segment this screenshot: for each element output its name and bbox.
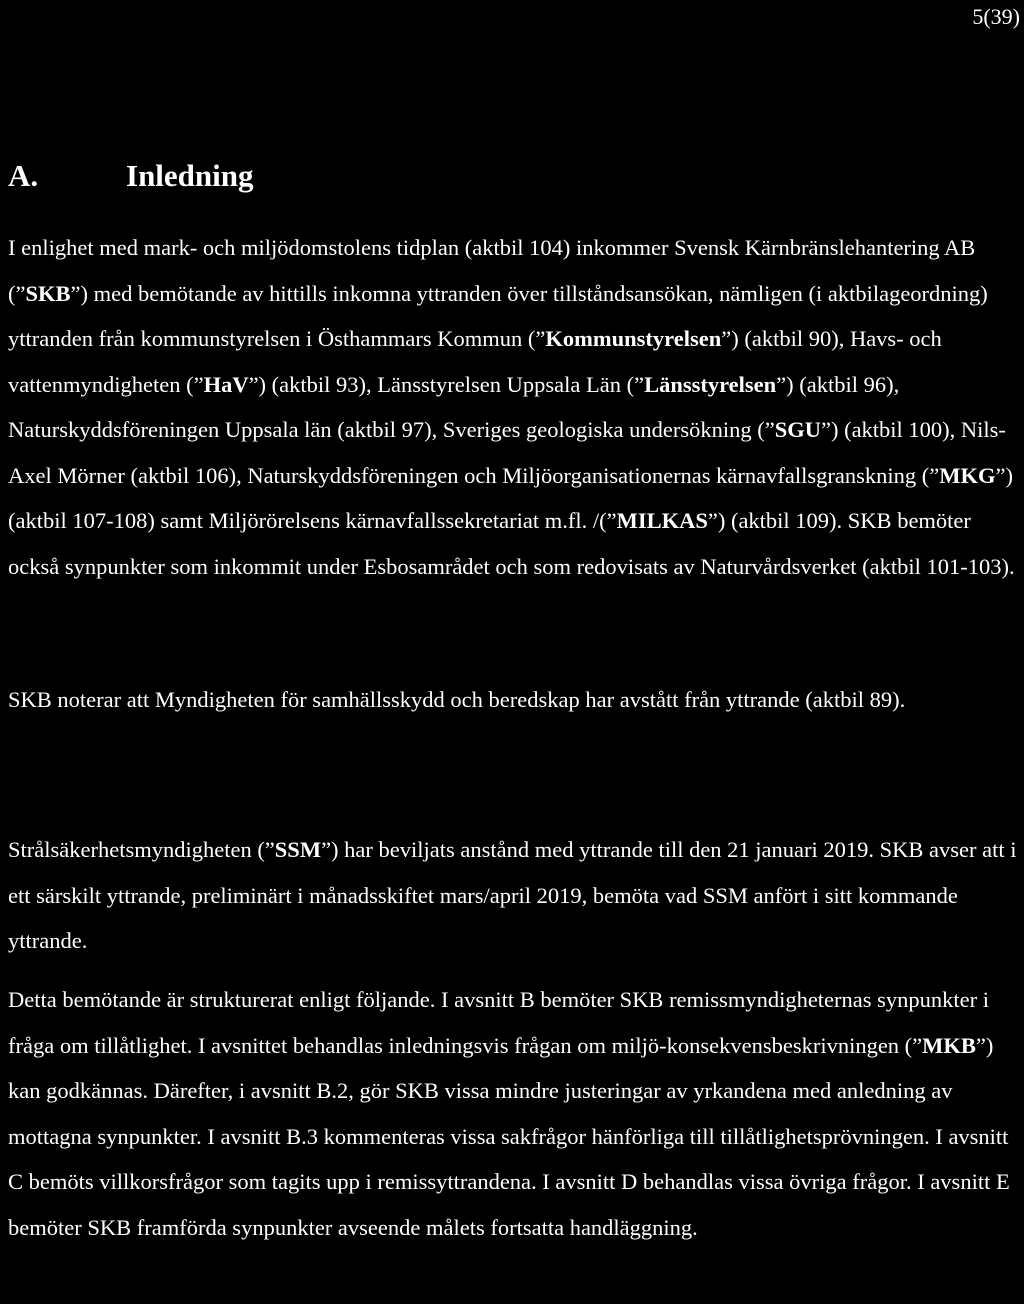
paragraph-text: Strålsäkerhetsmyndigheten (”: [8, 837, 275, 862]
paragraph-structure: [8, 977, 1020, 1250]
defined-term: Länsstyrelsen: [644, 371, 777, 397]
paragraph-text: ”) (aktbil 109). SKB bemöter också synpunkter som inkommit under Esbosamrådet och som redovisats av Naturvårdsverket (aktbil 101-103).: [8, 508, 1015, 579]
paragraph-text: I enlighet med mark- och miljödomstolens tidplan (aktbil 104) inkommer Svensk Kärnbränslehantering AB (”: [8, 235, 976, 306]
defined-term: SGU: [774, 417, 821, 442]
paragraph-text: ”) (aktbil 93), Länsstyrelsen Uppsala Län (”: [248, 371, 645, 397]
section-heading: [8, 154, 254, 198]
paragraph-text: ”) (aktbil 100), Nils-Axel Mörner (aktbil 106), Naturskyddsföreningen och Miljöorganisationernas kärnavfallsgranskning (”: [8, 417, 1006, 488]
defined-term: MKG: [939, 462, 996, 488]
defined-term: HaV: [203, 371, 249, 397]
defined-term: SSM: [274, 837, 322, 862]
paragraph-text: ”) kan godkännas. Därefter, i avsnitt B.2, gör SKB vissa mindre justeringar av yrkandena med anledning av mottagna synpunkter. I avsnitt B.3 kommenteras vissa sakfrågor hänförliga till tillåtlighetsprövningen. I avsnitt C bemöts villkorsfrågor som tagits upp i remissyttrandena. I avsnitt D behandlas vissa övriga frågor. I avsnitt E bemöter SKB framförda synpunkter avseende målets fortsatta handläggning.: [8, 1032, 1010, 1240]
paragraph-ssm: [8, 827, 1020, 964]
page-number: 5(39): [972, 4, 1020, 29]
paragraph-text: SKB noterar att Myndigheten för samhällsskydd och beredskap har avstått från yttrande (aktbil 89).: [8, 687, 906, 712]
paragraph-text: ”) (aktbil 107-108) samt Miljörörelsens kärnavfallssekretariat m.fl. /(”: [8, 462, 1013, 533]
defined-term: MKB: [922, 1032, 976, 1058]
section-title: Inledning: [126, 158, 254, 193]
defined-term: MILKAS: [616, 508, 708, 533]
paragraph-text: ”) med bemötande av hittills inkomna yttranden över tillståndsansökan, nämligen (i aktbilageordning) yttranden från kommunstyrelsen i Östhammars Kommun (”: [8, 280, 988, 351]
defined-term: Kommunstyrelsen: [545, 326, 722, 351]
defined-term: SKB: [25, 280, 71, 306]
paragraph-msb: [8, 677, 1020, 723]
paragraph-intro: [8, 225, 1020, 589]
paragraph-text: ”) (aktbil 90), Havs- och vattenmyndigheten (”: [8, 326, 942, 397]
paragraph-text: ”) har beviljats anstånd med yttrande till den 21 januari 2019. SKB avser att i ett särskilt yttrande, preliminärt i månadsskiftet mars/april 2019, bemöta vad SSM anfört i sitt kommande yttrande.: [8, 837, 1017, 953]
paragraph-text: ”) (aktbil 96), Naturskyddsföreningen Uppsala län (aktbil 97), Sveriges geologiska undersökning (”: [8, 371, 900, 442]
paragraph-text: Detta bemötande är strukturerat enligt följande. I avsnitt B bemöter SKB remissmyndigheternas synpunkter i fråga om tillåtlighet. I avsnittet behandlas inledningsvis frågan om miljö-konsekvensbeskrivningen (”: [8, 987, 990, 1058]
section-letter: A.: [8, 158, 39, 193]
